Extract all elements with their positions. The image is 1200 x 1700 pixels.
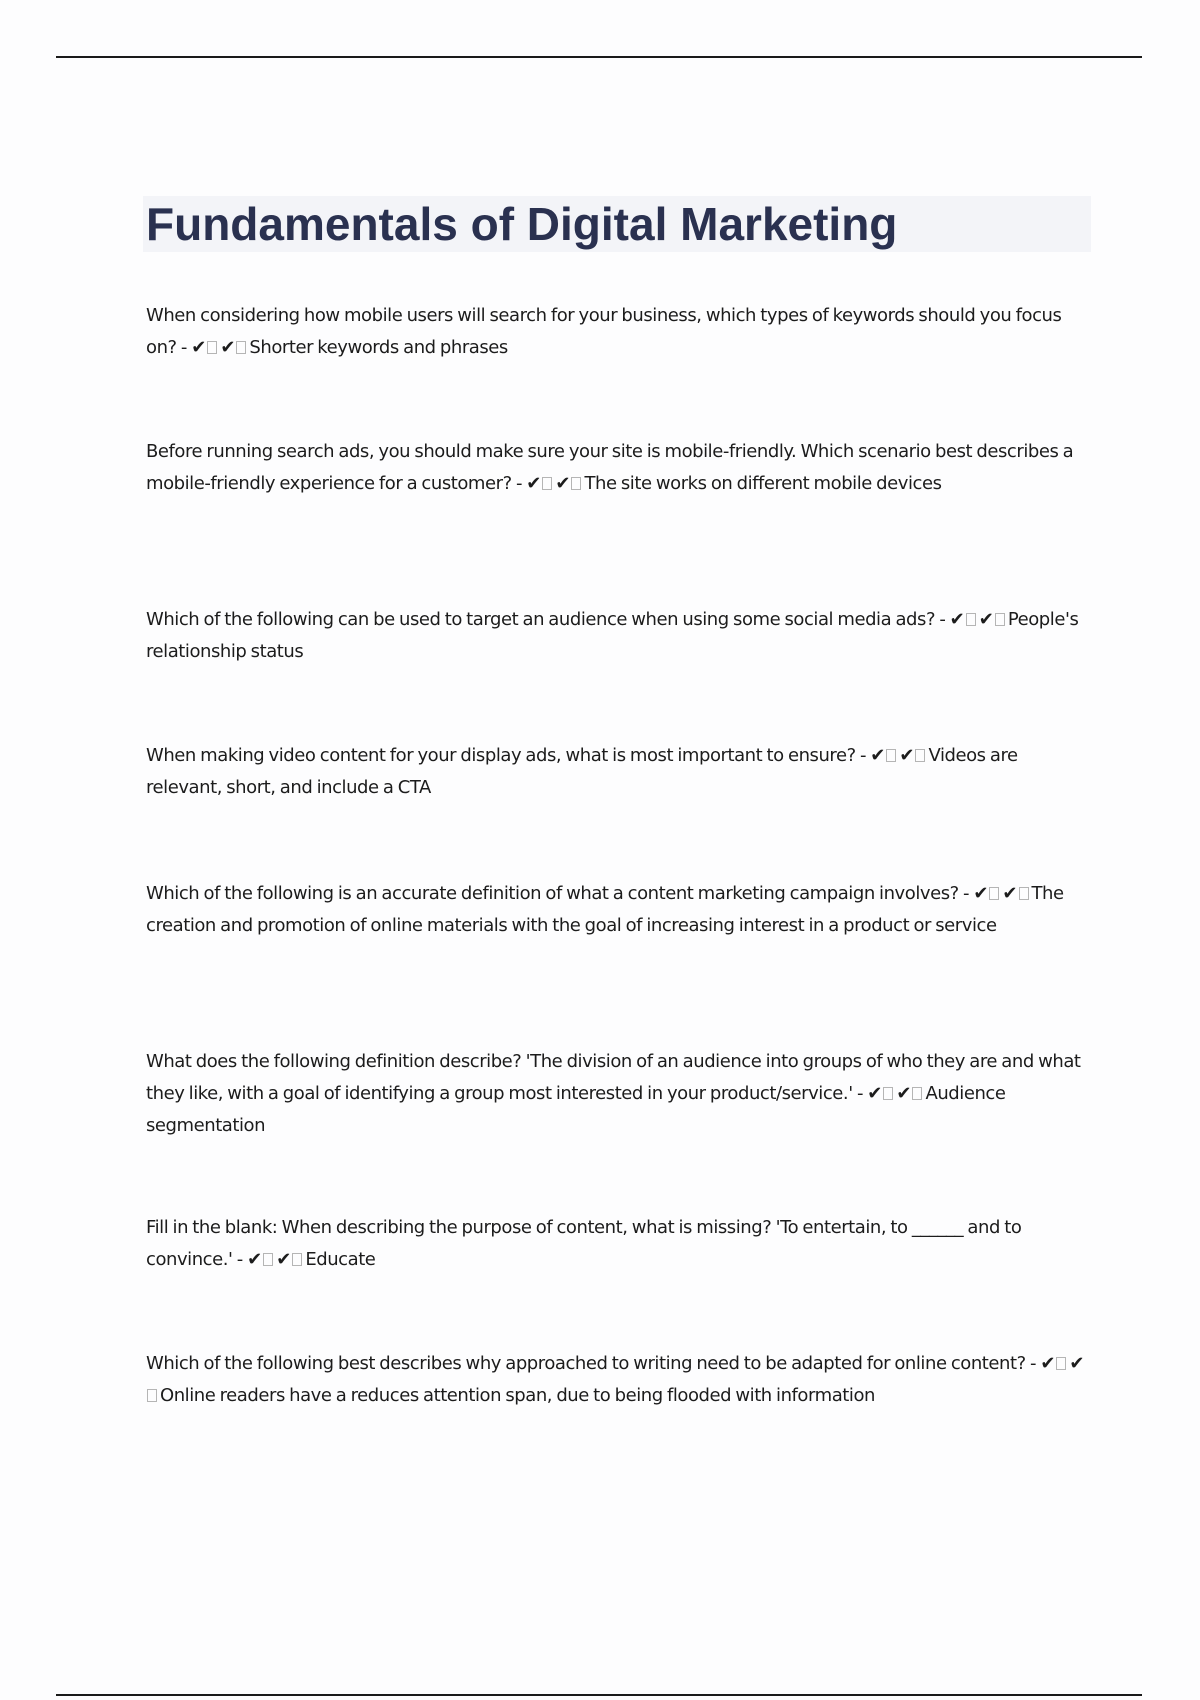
qa-item: What does the following definition describe? 'The division of an audience into groups of who they are and what they like, with a goal of identifying a group most interested in your product/service.' - ✔ ✔ Audience segmentation [146, 1051, 1081, 1136]
missing-glyph-icon [263, 1253, 273, 1266]
qa-item: Which of the following best describes why approached to writing need to be adapted for online content? - ✔ ✔Online readers have a reduces attention span, due to being flooded with information [146, 1353, 1085, 1406]
qa-item: Before running search ads, you should make sure your site is mobile-friendly. Which scenario best describes a mobile-friendly experience for a customer? - ✔ ✔ The site works on different mobile devices [146, 441, 1074, 494]
check-icon: ✔ [870, 745, 886, 766]
missing-glyph-icon [236, 341, 246, 354]
question-text: Which of the following is an accurate definition of what a content marketing campaign involves? [146, 883, 959, 904]
document-title: Fundamentals of Digital Marketing [146, 198, 898, 250]
check-icon: ✔ [899, 745, 915, 766]
check-icon: ✔ [1002, 883, 1018, 904]
missing-glyph-icon [571, 477, 581, 490]
check-icon: ✔ [973, 883, 989, 904]
answer-text: The site works on different mobile devices [584, 473, 942, 494]
missing-glyph-icon [292, 1253, 302, 1266]
check-icon: ✔ [1069, 1353, 1085, 1374]
answer-text: The creation and promotion of online materials with the goal of increasing interest in a product or service [146, 883, 1064, 936]
question-text: Fill in the blank: When describing the purpose of content, what is missing? 'To entertain, to ______ and to convince.' [146, 1217, 1022, 1270]
qa-item: Which of the following is an accurate definition of what a content marketing campaign involves? - ✔ ✔ The creation and promotion of online materials with the goal of increasing interest in a product or service [146, 883, 1064, 936]
missing-glyph-icon [966, 613, 976, 626]
qa-item: When making video content for your display ads, what is most important to ensure? - ✔ ✔ Videos are relevant, short, and include a CTA [146, 745, 1018, 798]
missing-glyph-icon [912, 1087, 922, 1100]
missing-glyph-icon [886, 749, 896, 762]
check-icon: ✔ [978, 609, 994, 630]
missing-glyph-icon [915, 749, 925, 762]
answer-text: Audience segmentation [146, 1083, 1006, 1136]
question-text: Which of the following can be used to target an audience when using some social media ads? [146, 609, 936, 630]
bottom-rule [56, 1694, 1142, 1696]
answer-text: Videos are relevant, short, and include a CTA [146, 745, 1018, 798]
question-text: Before running search ads, you should make sure your site is mobile-friendly. Which scenario best describes a mobile-friendly experience for a customer? [146, 441, 1074, 494]
missing-glyph-icon [542, 477, 552, 490]
check-icon: ✔ [949, 609, 965, 630]
qa-item: Which of the following can be used to target an audience when using some social media ads? - ✔ ✔ People's relationship status [146, 609, 1079, 662]
missing-glyph-icon [147, 1389, 157, 1402]
answer-text: Educate [305, 1249, 376, 1270]
missing-glyph-icon [207, 341, 217, 354]
check-icon: ✔ [1040, 1353, 1056, 1374]
check-icon: ✔ [896, 1083, 912, 1104]
question-text: Which of the following best describes why approached to writing need to be adapted for online content? [146, 1353, 1026, 1374]
check-icon: ✔ [867, 1083, 883, 1104]
top-rule [56, 56, 1142, 58]
missing-glyph-icon [883, 1087, 893, 1100]
check-icon: ✔ [191, 337, 207, 358]
question-text: What does the following definition describe? 'The division of an audience into groups of who they are and what they like, with a goal of identifying a group most interested in your product/service.' [146, 1051, 1081, 1104]
qa-item: Fill in the blank: When describing the purpose of content, what is missing? 'To entertain, to ______ and to convince.' - ✔ ✔ Educate [146, 1217, 1022, 1270]
answer-text: People's relationship status [146, 609, 1079, 662]
answer-text: Online readers have a reduces attention span, due to being flooded with information [160, 1385, 875, 1406]
question-text: When making video content for your display ads, what is most important to ensure? [146, 745, 856, 766]
missing-glyph-icon [989, 887, 999, 900]
check-icon: ✔ [247, 1249, 263, 1270]
check-icon: ✔ [526, 473, 542, 494]
question-text: When considering how mobile users will search for your business, which types of keywords should you focus on? [146, 305, 1062, 358]
check-icon: ✔ [555, 473, 571, 494]
check-icon: ✔ [220, 337, 236, 358]
missing-glyph-icon [995, 613, 1005, 626]
answer-text: Shorter keywords and phrases [249, 337, 508, 358]
check-icon: ✔ [276, 1249, 292, 1270]
missing-glyph-icon [1056, 1357, 1066, 1370]
qa-item: When considering how mobile users will search for your business, which types of keywords should you focus on? - ✔ ✔ Shorter keywords and phrases [146, 305, 1062, 358]
missing-glyph-icon [1019, 887, 1029, 900]
